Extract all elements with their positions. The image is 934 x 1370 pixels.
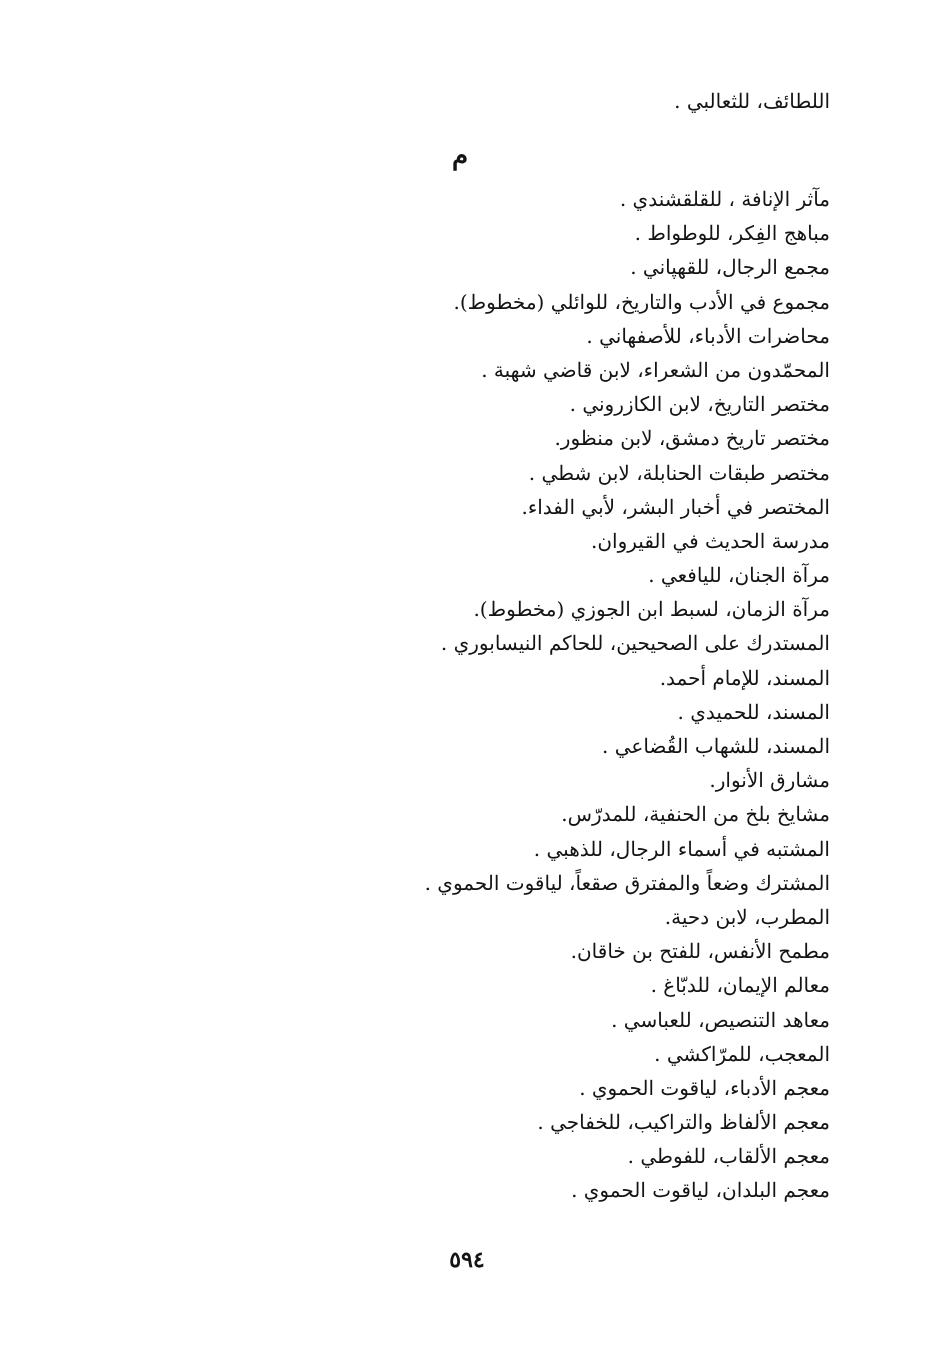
- bibliography-entry: مدرسة الحديث في القيروان.: [590, 528, 830, 553]
- bibliography-entry: مجمع الرجال، للقهپاني .: [630, 255, 830, 280]
- bibliography-entry: معالم الإيمان، للدبّاغ .: [650, 973, 830, 998]
- bibliography-entry: مختصر تاريخ دمشق، لابن منظور.: [554, 426, 830, 451]
- bibliography-entry: معجم الألقاب، للفوطي .: [627, 1144, 830, 1169]
- bibliography-entry: محاضرات الأدباء، للأصفهاني .: [586, 323, 830, 348]
- bibliography-entry: المحمّدون من الشعراء، لابن قاضي شهبة .: [481, 357, 830, 382]
- bibliography-entry: المعجب، للمرّاكشي .: [654, 1041, 830, 1066]
- bibliography-entry: المسند، للإمام أحمد.: [659, 665, 830, 690]
- section-letter-heading: م: [451, 141, 469, 171]
- bibliography-entry: معجم الألفاظ والتراكيب، للخفاجي .: [537, 1110, 830, 1135]
- bibliography-entry: المسند، للحميدي .: [677, 699, 830, 724]
- bibliography-entry: مختصر طبقات الحنابلة، لابن شطي .: [528, 460, 830, 485]
- bibliography-list: [425, 182, 830, 1208]
- bibliography-entry: المستدرك على الصحيحين، للحاكم النيسابوري .: [440, 631, 830, 656]
- bibliography-entry: مجموع في الأدب والتاريخ، للوائلي (مخطوط).: [453, 289, 830, 314]
- bibliography-entry: المشترك وضعاً والمفترق صقعاً، لياقوت الحموي .: [424, 870, 830, 895]
- bibliography-entry: مرآة الزمان، لسبط ابن الجوزي (مخطوط).: [473, 597, 830, 622]
- bibliography-entry: معجم البلدان، لياقوت الحموي .: [571, 1178, 830, 1203]
- bibliography-entry: معاهد التنصيص، للعباسي .: [611, 1007, 830, 1032]
- bibliography-entry: مختصر التاريخ، لابن الكازروني .: [569, 392, 830, 417]
- bibliography-entry: المختصر في أخبار البشر، لأبي الفداء.: [521, 494, 830, 519]
- bibliography-entry: مآثر الإنافة ، للقلقشندي .: [619, 187, 830, 211]
- bibliography-entry: مباهج الفِكر، للوطواط .: [634, 221, 830, 246]
- continued-entry: اللطائف، للثعالبي .: [674, 89, 830, 113]
- bibliography-entry: مطمح الأنفس، للفتح بن خاقان.: [570, 939, 830, 964]
- bibliography-entry: مرآة الجنان، لليافعي .: [648, 563, 830, 588]
- bibliography-entry: مشايخ بلخ من الحنفية، للمدرّس.: [561, 802, 830, 827]
- bibliography-entry: المسند، للشهاب القُضاعي .: [602, 734, 830, 758]
- bibliography-entry: معجم الأدباء، لياقوت الحموي .: [579, 1075, 830, 1100]
- bibliography-entry: المشتبه في أسماء الرجال، للذهبي .: [533, 836, 830, 861]
- bibliography-entry: المطرب، لابن دحية.: [664, 904, 830, 929]
- bibliography-entry: مشارق الأنوار.: [709, 768, 830, 793]
- page-number: ٥٩٤: [449, 1247, 485, 1273]
